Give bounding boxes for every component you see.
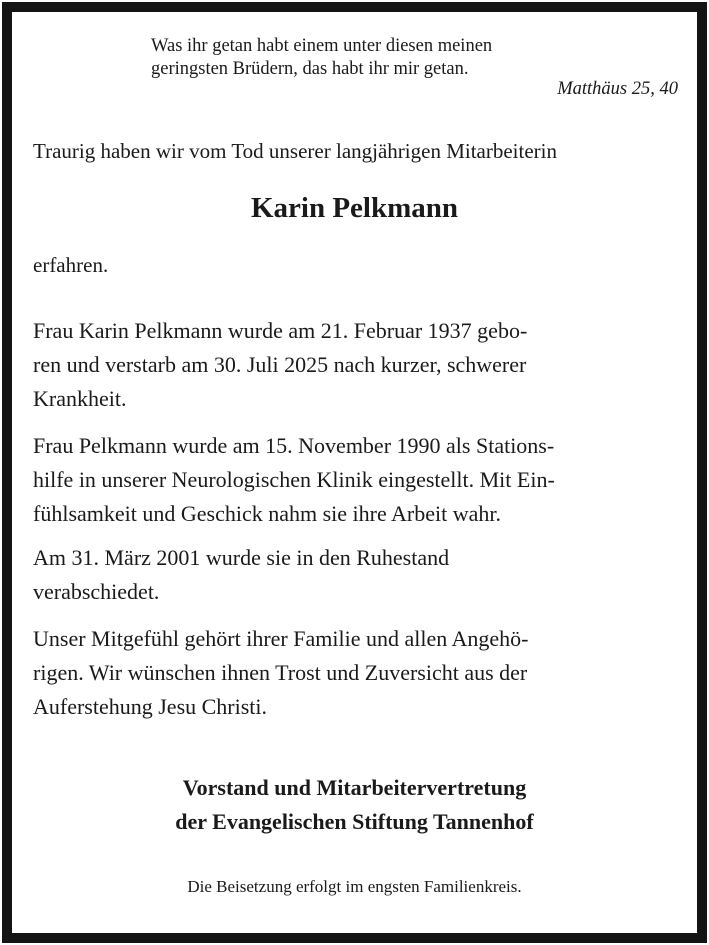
paragraph-line: ren und verstarb am 30. Juli 2025 nach kurzer, schwerer xyxy=(33,352,527,377)
paragraph-line: Krankheit. xyxy=(33,386,127,411)
paragraph-retirement xyxy=(33,541,449,609)
paragraph-condolence xyxy=(33,622,529,724)
signature-block xyxy=(0,771,709,839)
paragraph-line: Auferstehung Jesu Christi. xyxy=(33,694,268,719)
paragraph-line: fühlsamkeit und Geschick nahm sie ihre Arbeit wahr. xyxy=(33,501,501,526)
paragraph-line: rigen. Wir wünschen ihnen Trost und Zuversicht aus der xyxy=(33,660,528,685)
paragraph-line: Am 31. März 2001 wurde sie in den Ruhestand xyxy=(33,545,450,570)
paragraph-line: hilfe in unserer Neurologischen Klinik eingestellt. Mit Ein- xyxy=(33,467,555,492)
intro-text: Traurig haben wir vom Tod unserer langjährigen Mitarbeiterin xyxy=(33,139,557,163)
paragraph-birth-death xyxy=(33,314,527,416)
paragraph-line: Unser Mitgefühl gehört ihrer Familie und allen Angehö- xyxy=(33,626,529,651)
deceased-name: Karin Pelkmann xyxy=(250,192,459,224)
paragraph-line: Frau Pelkmann wurde am 15. November 1990 als Stations- xyxy=(33,433,555,458)
verse-line: geringsten Brüdern, das habt ihr mir getan. xyxy=(151,59,469,79)
paragraph-line: verabschiedet. xyxy=(33,579,160,604)
verse-reference: Matthäus 25, 40 xyxy=(557,79,678,99)
intro-continuation: erfahren. xyxy=(33,253,109,277)
paragraph-employment xyxy=(33,429,555,531)
verse-line: Was ihr getan habt einem unter diesen meinen xyxy=(151,36,493,56)
signature-line: der Evangelischen Stiftung Tannenhof xyxy=(175,809,534,834)
paragraph-line: Frau Karin Pelkmann wurde am 21. Februar 1937 gebo- xyxy=(33,318,528,343)
bible-verse xyxy=(151,35,492,81)
funeral-notice: Die Beisetzung erfolgt im engsten Familienkreis. xyxy=(187,877,522,896)
signature-line: Vorstand und Mitarbeitervertretung xyxy=(182,775,527,800)
